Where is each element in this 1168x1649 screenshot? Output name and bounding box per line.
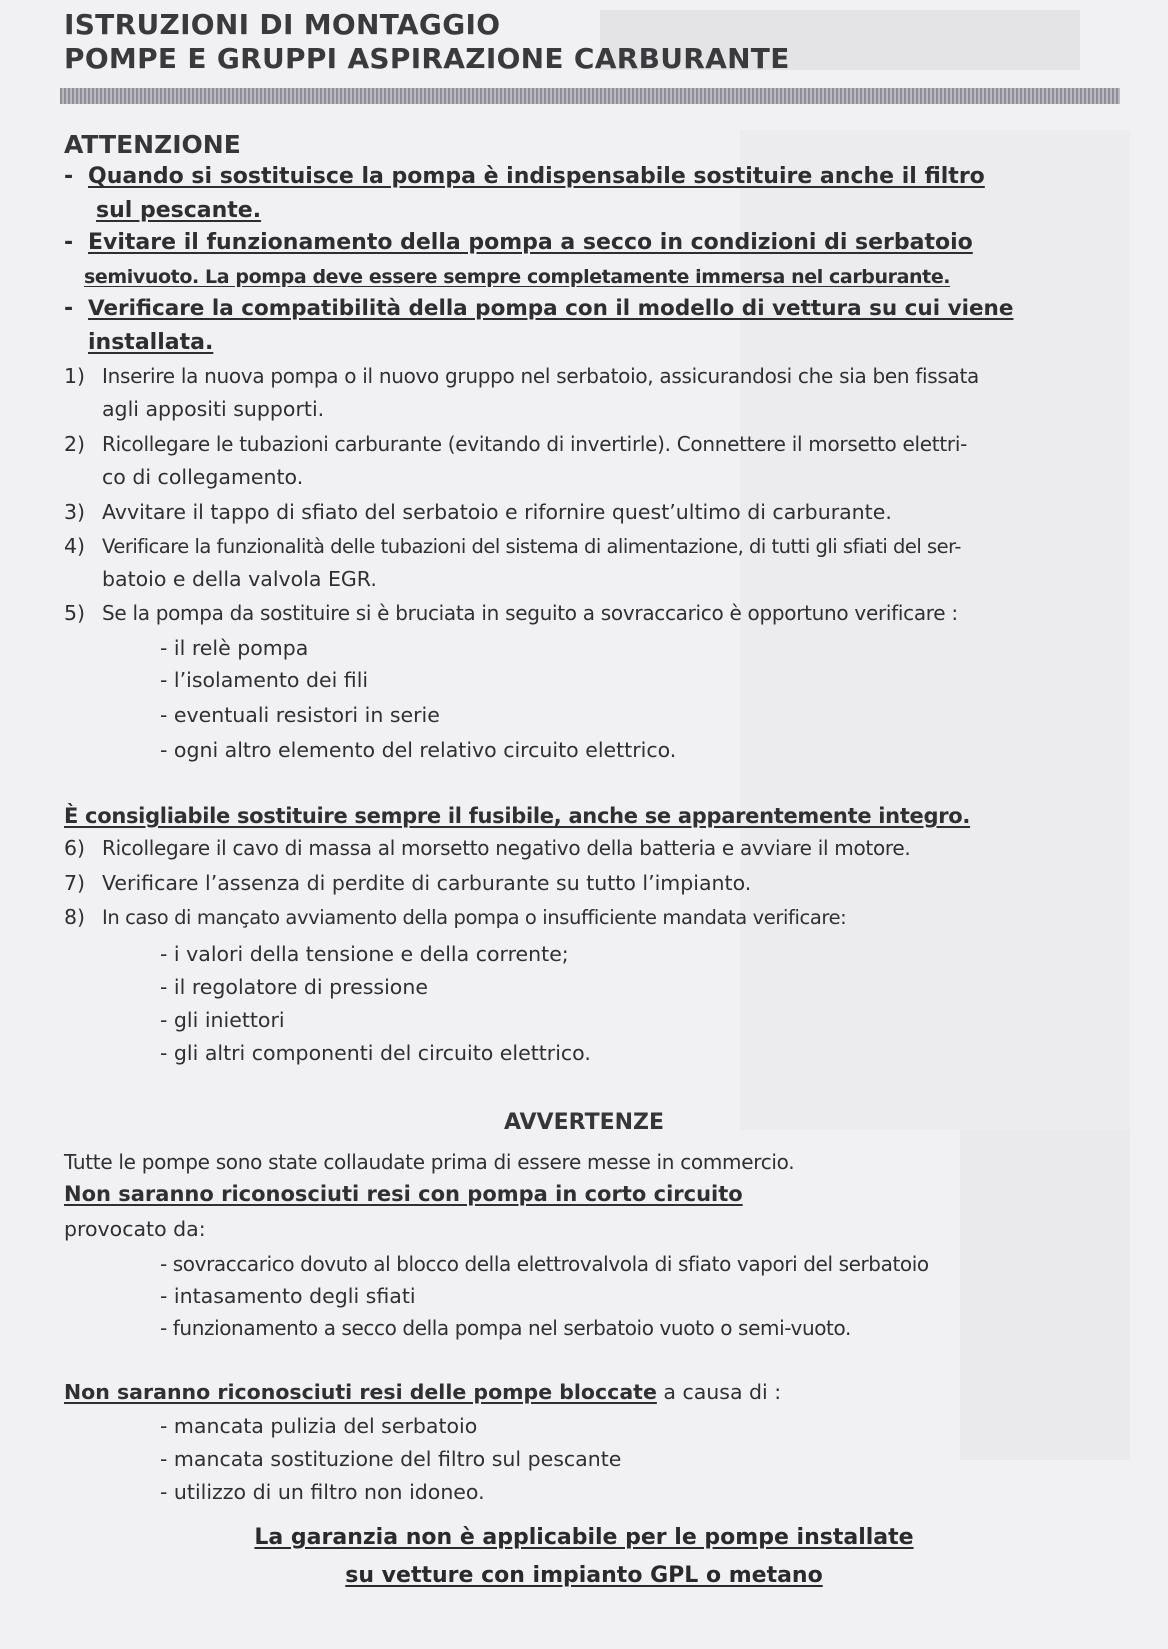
step-line: co di collegamento. [102,465,304,489]
step-number: 4) [64,534,86,558]
title-line-1: ISTRUZIONI DI MONTAGGIO [64,8,501,41]
blocked-note [64,1376,781,1408]
reverse-side-show-through [960,1130,1130,1460]
step-line: Se la pompa da sostituire si è bruciata in seguito a sovraccarico è opportuno verificare : [102,601,958,625]
step-line: Avvitare il tappo di sfiato del serbatoio e rifornire quest’ultimo di carburante. [102,500,892,524]
fuse-note: È consigliabile sostituire sempre il fusibile, anche se apparentemente integro. [64,804,971,828]
step-number: 2) [64,432,86,456]
check-item: - gli iniettori [160,1008,285,1032]
check-item: - gli altri componenti del circuito elettrico. [160,1041,591,1065]
blocked-note-rest: a causa di : [656,1380,782,1404]
step-line: Verificare la funzionalità delle tubazioni del sistema di alimentazione, di tutti gli sfiati del ser- [102,535,961,558]
check-item: - i valori della tensione e della corrente; [160,942,569,966]
dash: - [64,164,74,189]
attention-item-line: Quando si sostituisce la pompa è indispensabile sostituire anche il filtro [88,164,985,189]
check-item: - il relè pompa [160,636,309,660]
step-item [64,360,1124,426]
step-item [64,901,1124,934]
attention-title: ATTENZIONE [64,130,241,159]
attention-item-line: Verificare la compatibilità della pompa con il modello di vettura su cui viene [88,296,1014,321]
attention-item-line: sul pescante. [96,198,262,223]
step-number: 8) [64,905,86,929]
dash: - [64,296,74,321]
step-line: In caso di mançato avviamento della pompa o insufficiente mandata verificare: [102,906,847,929]
step-item [64,428,1124,494]
step-line: Ricollegare le tubazioni carburante (evitando di invertirle). Connettere il morsetto elettri- [102,432,967,456]
blocked-cause-item: - mancata sostituzione del filtro sul pescante [160,1447,622,1471]
cause-item: - sovraccarico dovuto al blocco della elettrovalvola di sfiato vapori del serbatoio [160,1252,929,1276]
step-line: Inserire la nuova pompa o il nuovo gruppo nel serbatoio, assicurandosi che sia ben fissata [102,364,979,388]
step-number: 3) [64,500,86,524]
warranty-line-1: La garanzia non è applicabile per le pompe installate [254,1525,914,1550]
attention-item-line: installata. [88,330,214,355]
step-item [64,530,1124,596]
step-number: 5) [64,601,86,625]
step-number: 1) [64,364,86,388]
blocked-cause-item: - utilizzo di un filtro non idoneo. [160,1480,485,1504]
short-circuit-note: Non saranno riconosciuti resi con pompa in corto circuito [64,1182,743,1206]
dash: - [64,230,74,255]
header-rule [60,88,1120,104]
check-item: - l’isolamento dei fili [160,668,369,692]
title-line-2: POMPE E GRUPPI ASPIRAZIONE CARBURANTE [64,42,790,75]
step-item [64,496,1124,529]
cause-item: - funzionamento a secco della pompa nel serbatoio vuoto o semi-vuoto. [160,1316,851,1340]
step-line: Ricollegare il cavo di massa al morsetto negativo della batteria e avviare il motore. [102,836,911,860]
check-item: - eventuali resistori in serie [160,703,440,727]
blocked-cause-item: - mancata pulizia del serbatoio [160,1414,478,1438]
step-item [64,597,1124,630]
check-item: - ogni altro elemento del relativo circuito elettrico. [160,738,677,762]
step-item [64,867,1124,900]
attention-item-line: semivuoto. La pompa deve essere sempre completamente immersa nel carburante. [84,266,951,288]
step-number: 7) [64,871,86,895]
warnings-title: AVVERTENZE [504,1110,664,1135]
warnings-intro: Tutte le pompe sono state collaudate prima di essere messe in commercio. [64,1150,795,1174]
attention-item [64,226,1144,294]
blocked-note-bold: Non saranno riconosciuti resi delle pompe bloccate [64,1380,657,1404]
step-line: agli appositi supporti. [102,397,325,421]
cause-item: - intasamento degli sfiati [160,1284,416,1308]
warranty-line-2: su vetture con impianto GPL o metano [345,1563,823,1588]
attention-item-line: Evitare il funzionamento della pompa a secco in condizioni di serbatoio [88,230,973,255]
step-number: 6) [64,836,86,860]
step-item [64,832,1124,865]
attention-item [64,292,1144,360]
step-line: batoio e della valvola EGR. [102,567,377,591]
attention-item [64,160,1124,228]
caused-by: provocato da: [64,1217,206,1241]
check-item: - il regolatore di pressione [160,975,428,999]
step-line: Verificare l’assenza di perdite di carburante su tutto l’impianto. [102,871,752,895]
